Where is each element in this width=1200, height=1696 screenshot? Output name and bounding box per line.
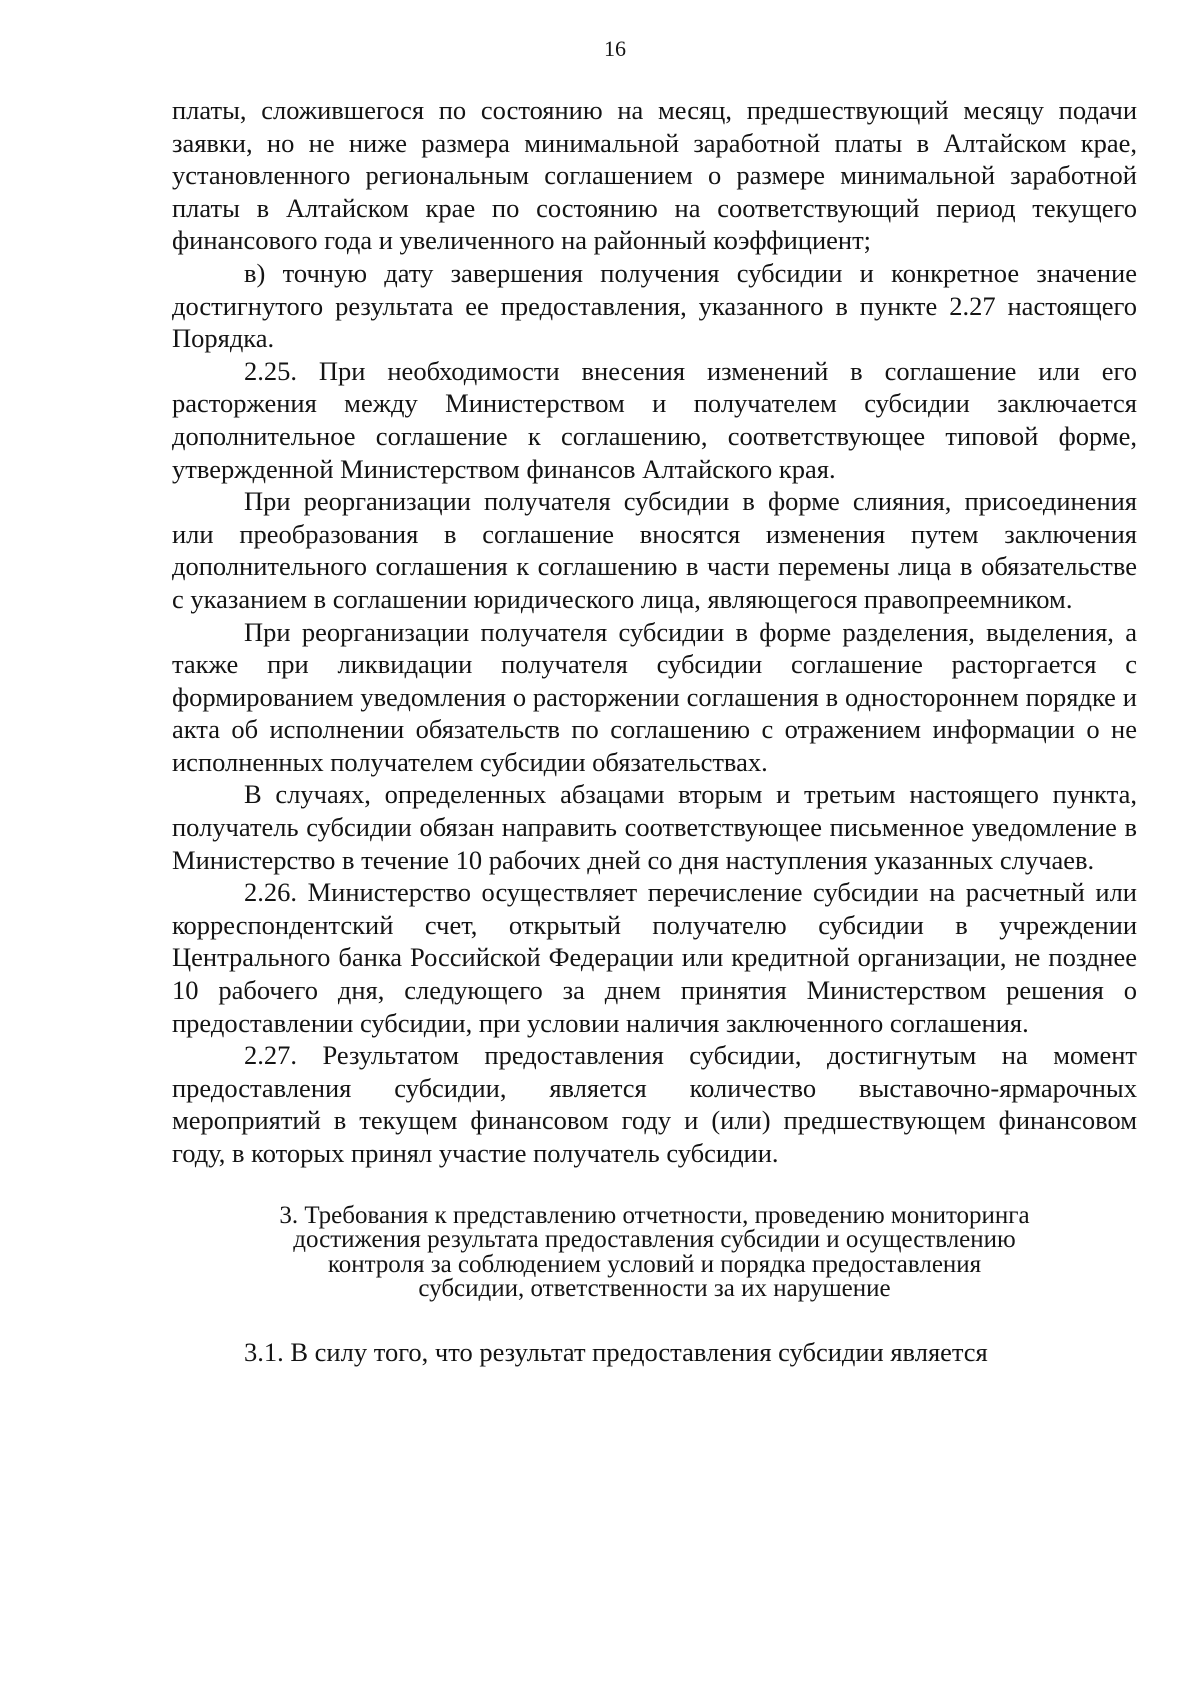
section-heading: 3. Требования к представлению отчетности, проведению мониторинга достижения результата предоставления субсидии и осуществлению контроля за соблюдением условий и порядка предоставления субсидии, ответственности за их нарушение [279,1201,1030,1303]
paragraph-2-27: 2.27. Результатом предоставления субсидии, достигнутым на момент предоставления субсидии, является количество выставочно-ярмарочных мероприятий в текущем финансовом году и (или) предшествующем финансовом году, в которых принял участие получатель субсидии. [172,1040,1137,1168]
paragraph-3-1: 3.1. В силу того, что результат предоставления субсидии является [244,1336,988,1367]
paragraph-item-v: в) точную дату завершения получения субсидии и конкретное значение достигнутого результата ее предоставления, указанного в пункте 2.27 настоящего Порядка. [172,257,1137,354]
paragraph-reorganization-merger: При реорганизации получателя субсидии в форме слияния, присоединения или преобразования в соглашение вносятся изменения путем заключения дополнительного соглашения к соглашению в части перемены лица в обязательстве с указанием в соглашении юридического лица, являющегося правопреемником. [172,486,1137,614]
paragraph-2-25: 2.25. При необходимости внесения изменений в соглашение или его расторжения между Министерством и получателем субсидии заключается дополнительное соглашение к соглашению, соответствующее типовой форме, утвержденной Министерством финансов Алтайского края. [172,355,1137,484]
paragraph-continuation: платы, сложившегося по состоянию на месяц, предшествующий месяцу подачи заявки, но не ниже размера минимальной заработной платы в Алтайском крае, установленного региональным соглашением о размере минимальной заработной платы в Алтайском крае по состоянию на соответствующий период текущего финансового года и увеличенного на районный коэффициент; [172,95,1137,256]
page-number: 16 [604,36,626,61]
paragraph-reorganization-division: При реорганизации получателя субсидии в форме разделения, выделения, а также при ликвидации получателя субсидии соглашение расторгается с формированием уведомления о расторжении соглашения в одностороннем порядке и акта об исполнении обязательств по соглашению с отражением информации о не исполненных получателем субсидии обязательствах. [172,616,1137,777]
document-body [172,94,1137,1368]
paragraph-2-26: 2.26. Министерство осуществляет перечисление субсидии на расчетный или корреспондентский счет, открытый получателю субсидии в учреждении Центрального банка Российской Федерации или кредитной организации, не позднее 10 рабочего дня, следующего за днем принятия Министерством решения о предоставлении субсидии, при условии наличия заключенного соглашения. [172,877,1137,1038]
paragraph-notification: В случаях, определенных абзацами вторым и третьим настоящего пункта, получатель субсидии обязан направить соответствующее письменное уведомление в Министерство в течение 10 рабочих дней со дня наступления указанных случаев. [172,779,1137,875]
